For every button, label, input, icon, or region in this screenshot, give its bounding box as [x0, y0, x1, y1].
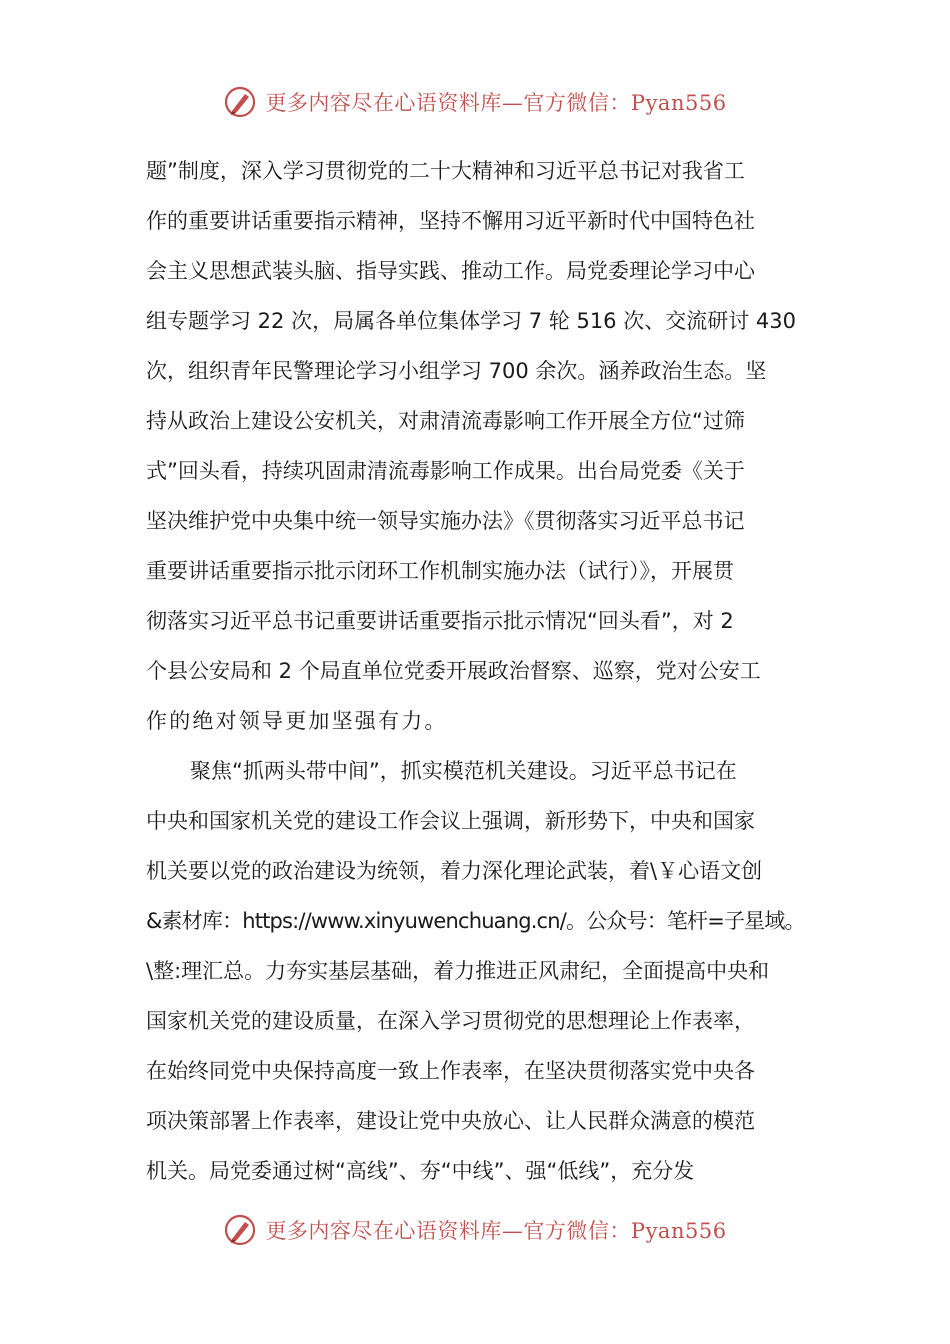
header-banner-text: 更多内容尽在心语资料库—官方微信：Pyan556 — [265, 91, 727, 115]
paragraph-start-line: 聚焦“抓两头带中间”，抓实模范机关建设。习近平总书记在 — [190, 759, 737, 783]
text-line: 题”制度，深入学习贯彻党的二十大精神和习近平总书记对我省工 — [146, 159, 745, 183]
text-line: 项决策部署上作表率，建设让党中央放心、让人民群众满意的模范 — [146, 1109, 755, 1133]
text-line: 彻落实习近平总书记重要讲话重要指示批示情况“回头看”，对 2 — [146, 609, 734, 633]
text-line: &素材库：https://www.xinyuwenchuang.cn/。公众号：笔杆=子星域。 — [146, 909, 805, 933]
text-line: 组专题学习 22 次，局属各单位集体学习 7 轮 516 次、交流研讨 430 — [146, 309, 796, 333]
text-line: 国家机关党的建设质量，在深入学习贯彻党的思想理论上作表率， — [146, 1009, 755, 1033]
footer-banner-text: 更多内容尽在心语资料库—官方微信：Pyan556 — [265, 1219, 727, 1243]
header-banner — [0, 80, 950, 124]
text-line: 中央和国家机关党的建设工作会议上强调，新形势下，中央和国家 — [146, 809, 755, 833]
text-line: 在始终同党中央保持高度一致上作表率，在坚决贯彻落实党中央各 — [146, 1059, 755, 1083]
text-line: 坚决维护党中央集中统一领导实施办法》《贯彻落实习近平总书记 — [146, 509, 745, 533]
text-line: 作的绝对领导更加坚强有力。 — [146, 709, 448, 733]
text-line: 作的重要讲话重要指示精神，坚持不懈用习近平新时代中国特色社 — [146, 209, 755, 233]
text-line: \整:理汇总。力夯实基层基础，着力推进正风肃纪，全面提高中央和 — [146, 959, 770, 983]
text-line: 式”回头看，持续巩固肃清流毒影响工作成果。出台局党委《关于 — [146, 459, 745, 483]
footer-banner — [0, 1208, 950, 1252]
text-line: 个县公安局和 2 个局直单位党委开展政治督察、巡察，党对公安工 — [146, 659, 761, 683]
text-line: 机关要以党的政治建设为统领，着力深化理论武装，着\￥心语文创 — [146, 859, 763, 883]
text-line: 重要讲话重要指示批示闭环工作机制实施办法（试行）》，开展贯 — [146, 559, 734, 583]
pen-logo-icon — [223, 85, 257, 119]
document-body — [146, 146, 806, 1196]
text-line: 持从政治上建设公安机关，对肃清流毒影响工作开展全方位“过筛 — [146, 409, 745, 433]
pen-logo-icon — [223, 1213, 257, 1247]
text-line: 会主义思想武装头脑、指导实践、推动工作。局党委理论学习中心 — [146, 259, 755, 283]
text-line: 次，组织青年民警理论学习小组学习 700 余次。涵养政治生态。坚 — [146, 359, 767, 383]
text-line: 机关。局党委通过树“高线”、夯“中线”、强“低线”，充分发 — [146, 1159, 695, 1183]
